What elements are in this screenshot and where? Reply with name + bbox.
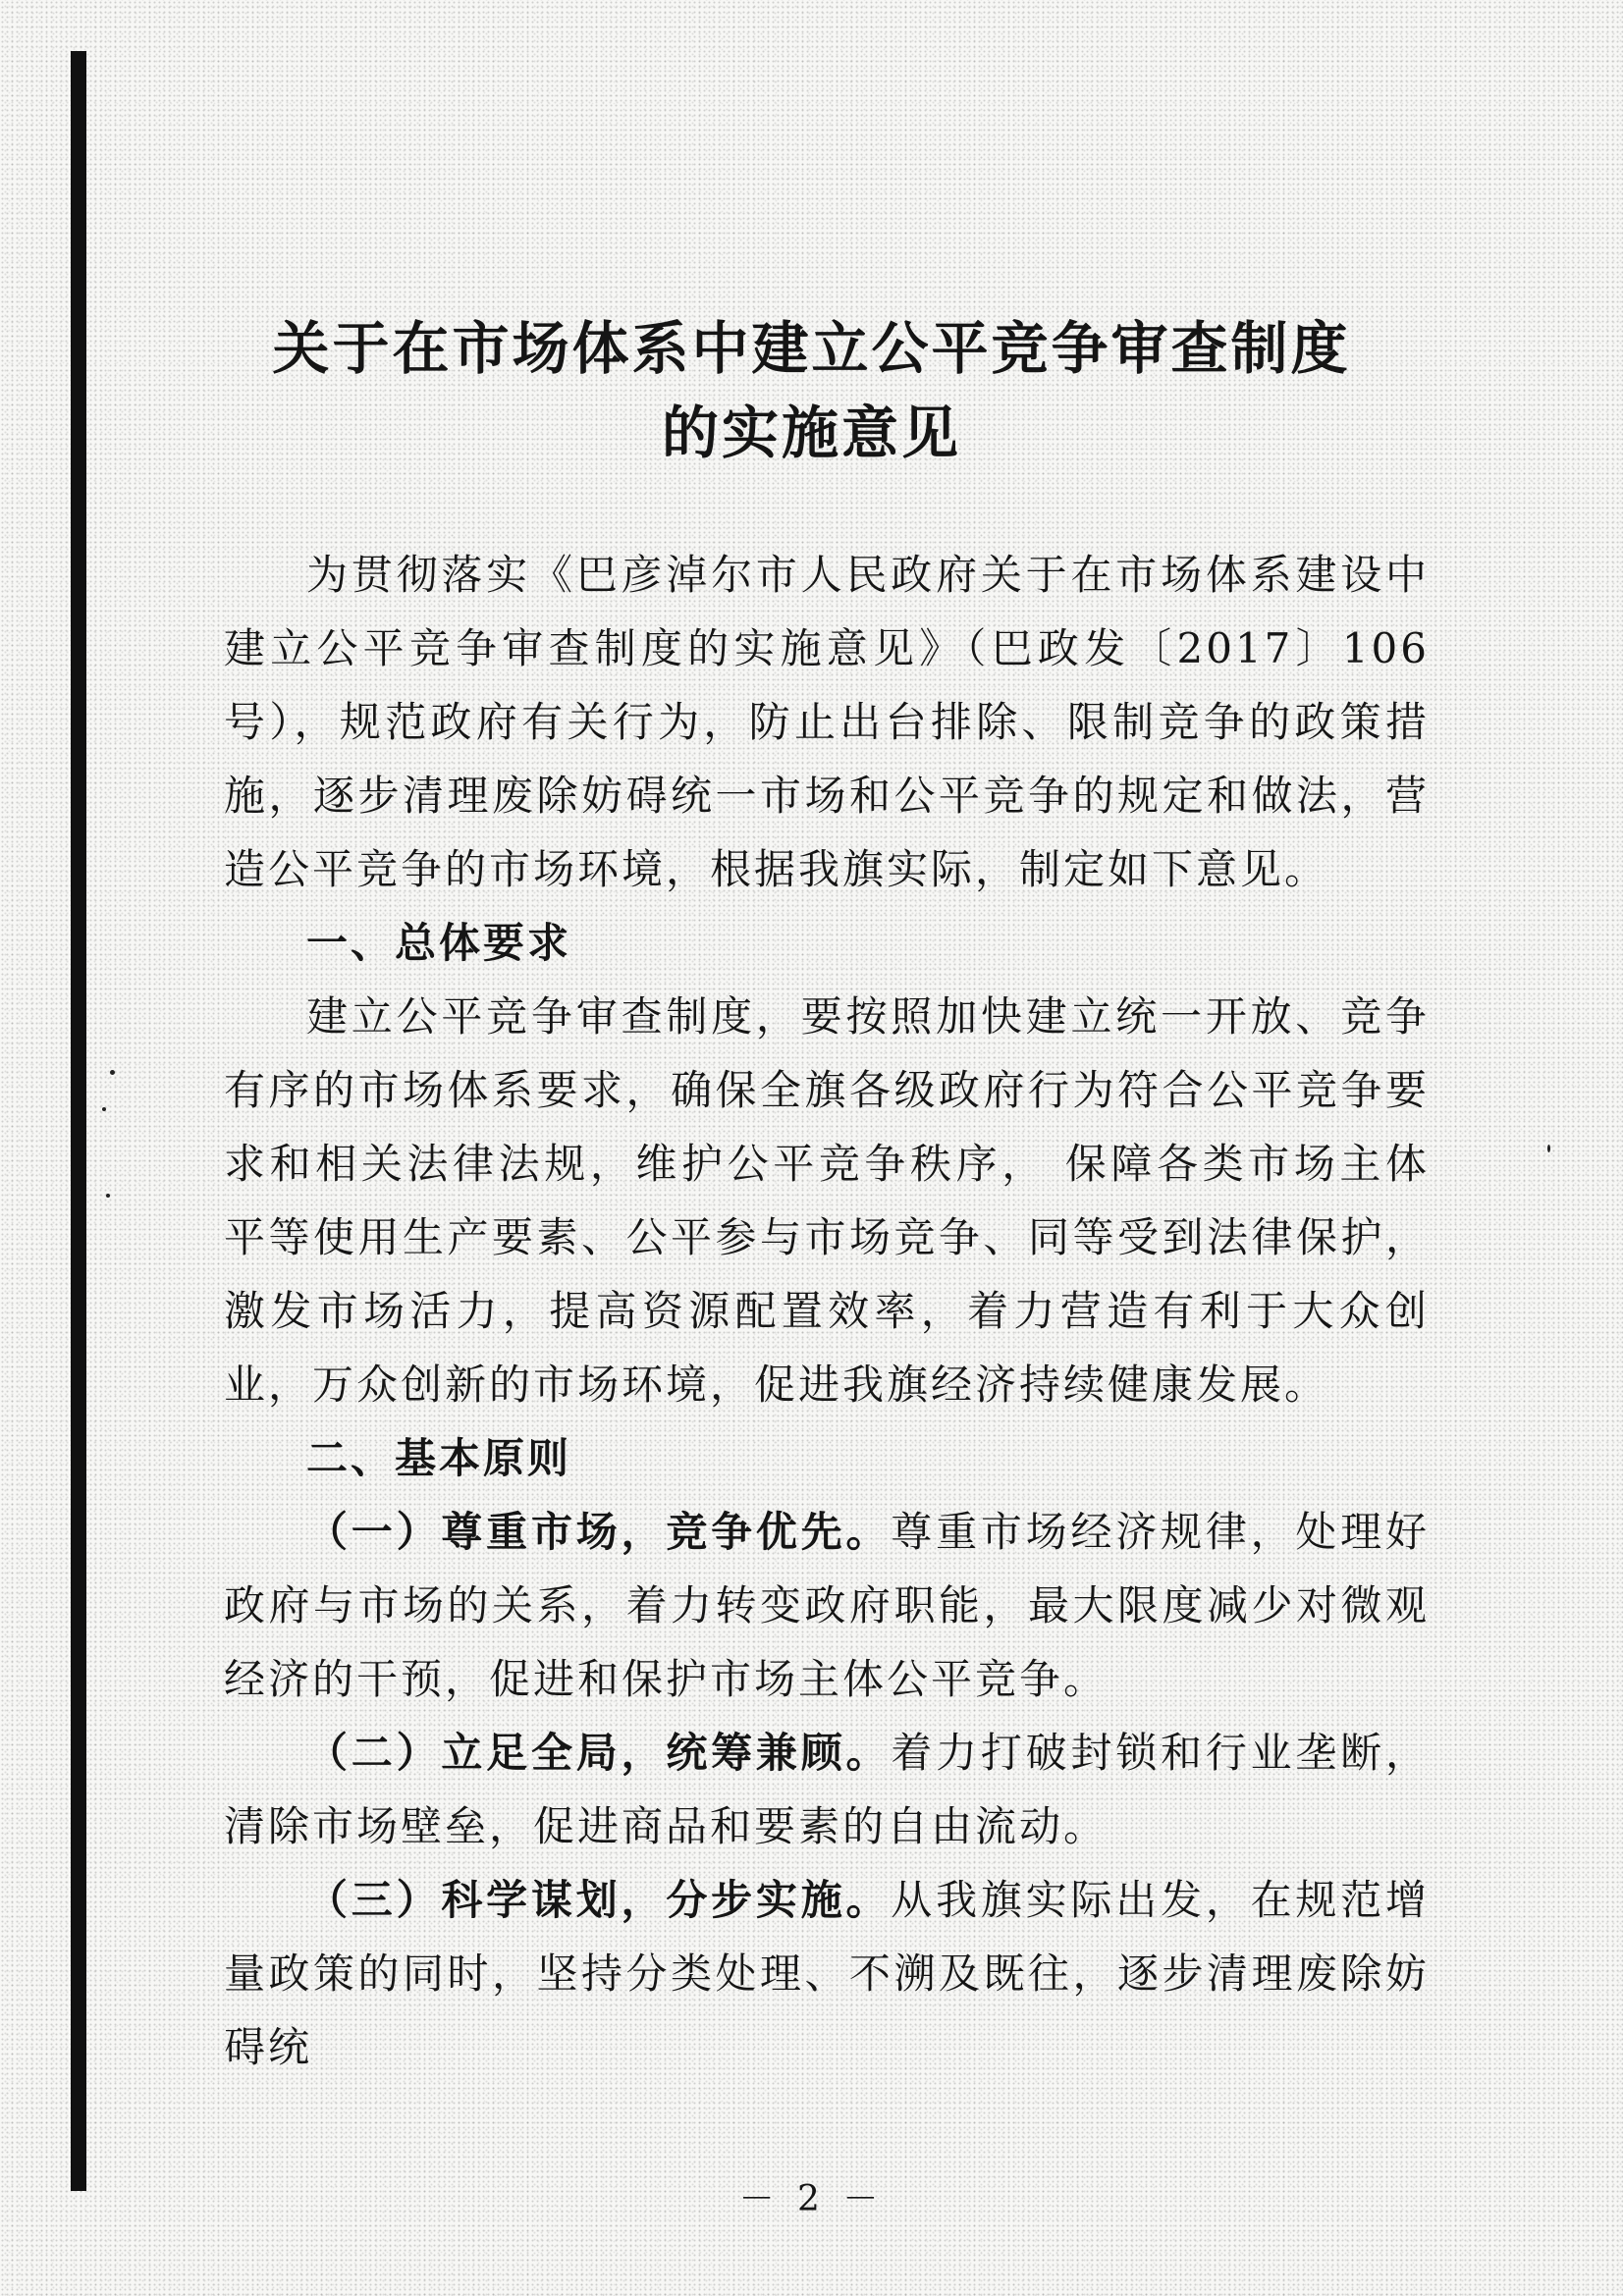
principle-lead-1: （一）尊重市场，竞争优先。	[306, 1508, 892, 1556]
scan-speck	[1547, 1145, 1550, 1152]
principle-paragraph-3	[224, 1863, 1430, 2084]
principle-text-1: 尊重市场经济规律，处理好政府与市场的关系，着力转变政府职能，最大限度减少对微观经济的干预，促进和保护市场主体公平竞争。	[224, 1508, 1430, 1703]
section-heading-basic-principles: 二、基本原则	[306, 1434, 572, 1482]
title-line-1: 关于在市场体系中建立公平竞争审查制度	[272, 315, 1351, 382]
principle-paragraph-1	[224, 1495, 1430, 1716]
title-line-2: 的实施意见	[661, 400, 961, 466]
principle-text-3: 从我旗实际出发，在规范增量政策的同时，坚持分类处理、不溯及既往，逐步清理废除妨碍统	[224, 1876, 1430, 2071]
scan-speck	[106, 1194, 110, 1198]
general-requirements-paragraph: 建立公平竞争审查制度，要按照加快建立统一开放、竞争有序的市场体系要求，确保全旗各级政府行为符合公平竞争要求和相关法律法规，维护公平竞争秩序， 保障各类市场主体平等使用生产要素、公平参与市场竞争、同等受到法律保护，激发市场活力，提高资源配置效率，着力营造有利于大众创业，万众创新的市场环境，促进我旗经济持续健康发展。	[224, 992, 1430, 1409]
section-heading-general-requirements: 一、总体要求	[306, 919, 572, 967]
page-number: － 2 －	[738, 2179, 885, 2219]
principle-paragraph-2	[224, 1716, 1430, 1863]
scan-speck	[110, 1070, 115, 1075]
scan-speck	[102, 1107, 106, 1111]
intro-paragraph: 为贯彻落实《巴彦淖尔市人民政府关于在市场体系建设中建立公平竞争审查制度的实施意见》（巴政发〔2017〕106号），规范政府有关行为，防止出台排除、限制竞争的政策措施，逐步清理废除妨碍统一市场和公平竞争的规定和做法，营造公平竞争的市场环境，根据我旗实际，制定如下意见。	[224, 551, 1430, 893]
principle-lead-2: （二）立足全局，统筹兼顾。	[306, 1729, 892, 1777]
document-body	[224, 538, 1430, 2084]
document-title	[0, 306, 1623, 475]
principle-text-2: 着力打破封锁和行业垄断，清除市场壁垒，促进商品和要素的自由流动。	[224, 1729, 1430, 1850]
principle-lead-3: （三）科学谋划，分步实施。	[306, 1876, 892, 1924]
